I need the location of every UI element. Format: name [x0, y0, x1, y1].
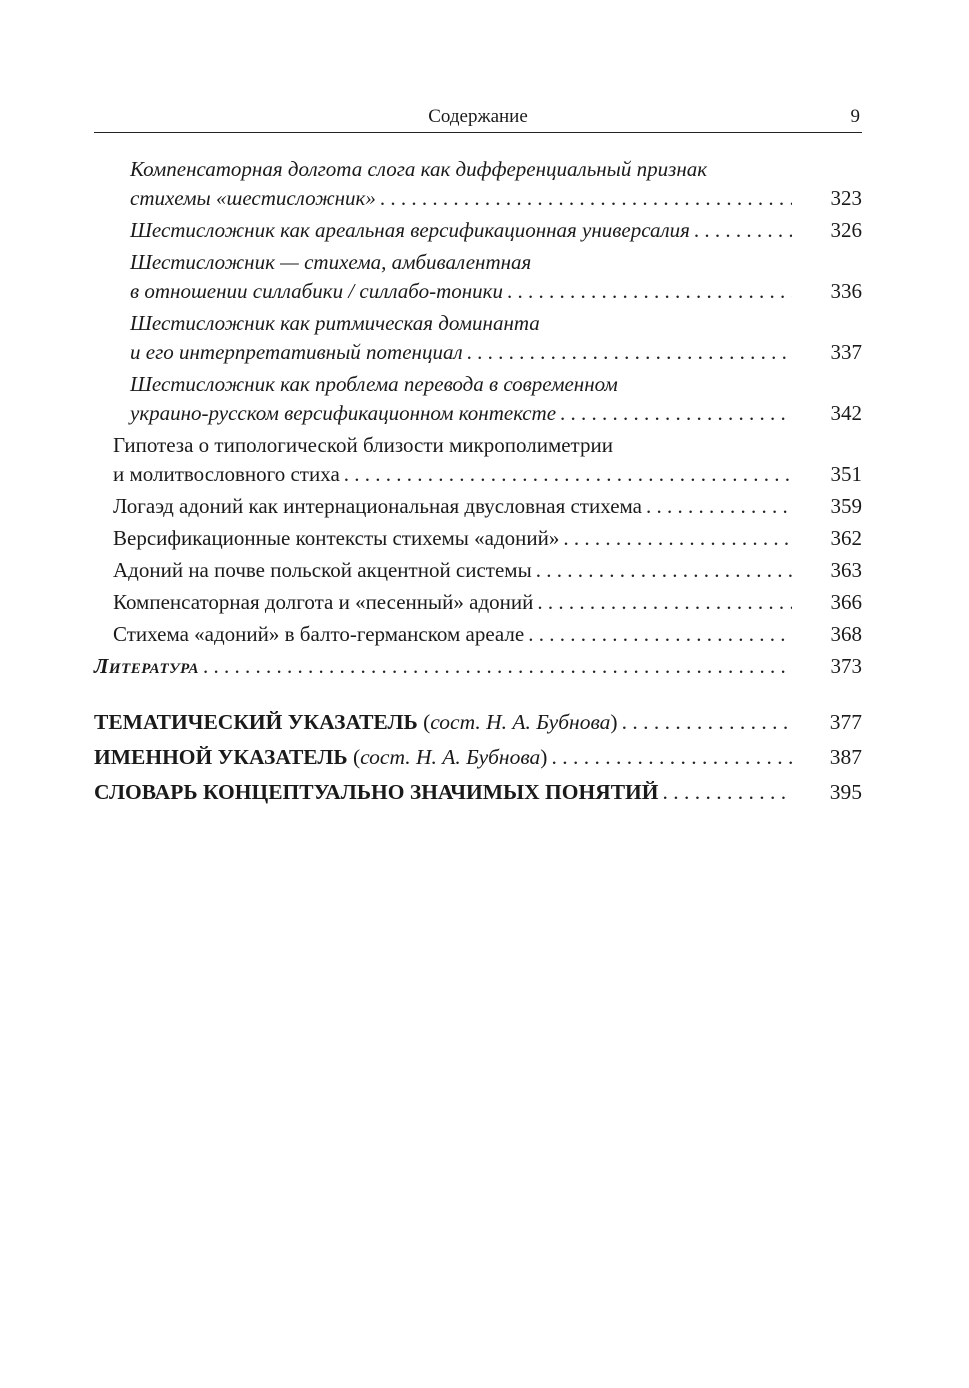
toc-entry[interactable] [94, 309, 862, 367]
toc-entry-line: стихемы «шестисложник» [130, 186, 376, 210]
leader-dots [380, 184, 792, 213]
index-compiler: сост. Н. А. Бубнова [430, 710, 611, 734]
toc-entry[interactable] [94, 556, 862, 585]
paren-open: ( [347, 745, 361, 769]
toc-entry[interactable] [94, 620, 862, 649]
toc-entry-line [94, 708, 618, 737]
paren-open: ( [417, 710, 431, 734]
toc-entry[interactable] [94, 248, 862, 306]
toc-entry-line: украино-русском версификационном контексте [130, 401, 557, 425]
toc-entry-line: Гипотеза о типологической близости микрополиметрии [113, 433, 613, 457]
leader-dots [694, 216, 792, 245]
paren-close: ) [540, 745, 548, 769]
toc-page-number: 359 [830, 494, 862, 518]
leader-dots [560, 399, 792, 428]
toc-page-number: 366 [830, 590, 862, 614]
header-title: Содержание [428, 106, 528, 127]
toc-entry[interactable] [94, 370, 862, 428]
toc-page-number: 326 [830, 218, 862, 242]
toc-entry-index[interactable] [94, 708, 862, 737]
toc-entry-line [94, 743, 547, 772]
leader-dots [662, 778, 792, 807]
leader-dots [536, 556, 792, 585]
leader-dots [646, 492, 792, 521]
leader-dots [528, 620, 792, 649]
toc-entry-line: Шестисложник как проблема перевода в современном [130, 372, 618, 396]
toc-entry[interactable] [94, 492, 862, 521]
index-title: ИМЕННОЙ УКАЗАТЕЛЬ [94, 745, 348, 769]
index-title: ТЕМАТИЧЕСКИЙ УКАЗАТЕЛЬ [94, 710, 418, 734]
running-header [94, 104, 862, 133]
leader-dots [537, 588, 792, 617]
toc-entry-line [94, 778, 658, 807]
toc-page-number: 323 [830, 186, 862, 210]
toc-entry-literature[interactable] [94, 652, 862, 681]
toc-entry-line: и молитвословного стиха [113, 462, 340, 486]
toc-entry-line: Литература [94, 654, 199, 678]
leader-dots [551, 743, 792, 772]
toc-page-number: 362 [830, 526, 862, 550]
toc-entry[interactable] [94, 588, 862, 617]
index-title: СЛОВАРЬ КОНЦЕПТУАЛЬНО ЗНАЧИМЫХ ПОНЯТИЙ [94, 780, 659, 804]
index-compiler: сост. Н. А. Бубнова [360, 745, 541, 769]
toc-entry-line: Логаэд адоний как интернациональная двусловная стихема [113, 494, 642, 518]
leader-dots [507, 277, 792, 306]
toc-entry-line: Версификационные контексты стихемы «адоний» [113, 526, 560, 550]
toc-page-number: 351 [830, 462, 862, 486]
toc-entry-line: Шестисложник как ритмическая доминанта [130, 311, 540, 335]
toc-entry[interactable] [94, 431, 862, 489]
toc-entry-index[interactable] [94, 778, 862, 807]
toc-page-number: 363 [830, 558, 862, 582]
toc-page-number: 342 [830, 401, 862, 425]
toc-entry-line: Шестисложник как ареальная версификационная универсалия [130, 218, 690, 242]
document-page [94, 0, 862, 1388]
spacer [94, 684, 862, 702]
leader-dots [344, 460, 792, 489]
toc-page-number: 395 [829, 780, 862, 804]
toc-entry-line: Компенсаторная долгота слога как дифференциальный признак [130, 157, 708, 181]
toc-entry[interactable] [94, 524, 862, 553]
toc-page-number: 368 [830, 622, 862, 646]
toc-entry[interactable] [94, 216, 862, 245]
toc-entry[interactable] [94, 155, 862, 213]
toc-entry-line: и его интерпретативный потенциал [130, 340, 463, 364]
toc-entry-line: Шестисложник — стихема, амбивалентная [130, 250, 532, 274]
leader-dots [467, 338, 792, 367]
leader-dots [563, 524, 792, 553]
toc-entry-line: в отношении силлабики / силлабо-тоники [130, 279, 503, 303]
toc-page-number: 387 [829, 745, 862, 769]
header-page-number: 9 [850, 106, 860, 127]
toc-page-number: 377 [829, 710, 862, 734]
toc-page-number: 336 [830, 279, 862, 303]
table-of-contents [94, 155, 862, 810]
toc-page-number: 373 [830, 654, 862, 678]
leader-dots [203, 652, 792, 681]
toc-entry-line: Адоний на почве польской акцентной системы [113, 558, 532, 582]
toc-entry-line: Стихема «адоний» в балто-германском ареале [113, 622, 525, 646]
toc-entry-line: Компенсаторная долгота и «песенный» адоний [113, 590, 534, 614]
toc-page-number: 337 [830, 340, 862, 364]
paren-close: ) [610, 710, 618, 734]
toc-entry-index[interactable] [94, 743, 862, 772]
leader-dots [622, 708, 792, 737]
